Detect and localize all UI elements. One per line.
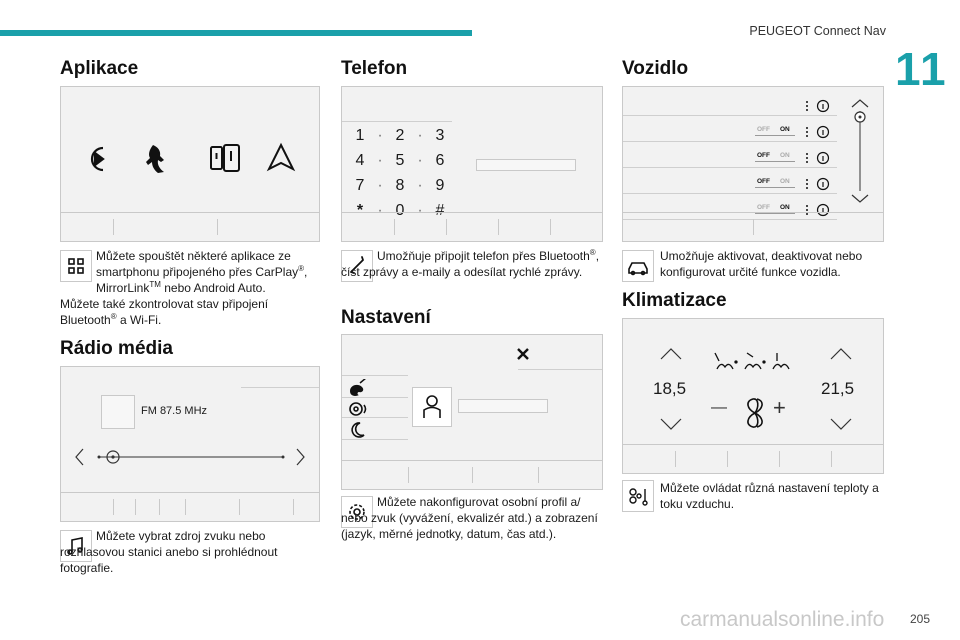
toggle-on-label: ON: [780, 126, 790, 133]
toggle-on-label: ON: [780, 204, 790, 211]
chevron-down-icon: [852, 195, 868, 202]
vehicle-option-icons[interactable]: [803, 99, 835, 118]
on-off-toggle[interactable]: [757, 178, 790, 185]
key[interactable]: 5: [395, 152, 405, 169]
telefon-screen: [341, 86, 603, 242]
klimatizace-screen: [622, 318, 884, 474]
key[interactable]: *: [356, 202, 364, 219]
toggle-on-label: ON: [780, 178, 790, 185]
settings-menu-icons[interactable]: [346, 379, 374, 439]
aplikace-description: Můžete spouštět některé aplikace ze smartphonu připojeného přes CarPlay®, MirrorLink™ nebo Android Auto. Můžete také zkontrolovat stav připojení Bluetooth® a Wi-Fi.: [60, 249, 308, 327]
profile-icon[interactable]: [412, 387, 452, 427]
toggle-off-label: OFF: [757, 178, 770, 185]
key[interactable]: 7: [355, 177, 365, 194]
carplay-icon: [92, 148, 103, 170]
more-options-icon: [806, 179, 808, 189]
vehicle-option-icons[interactable]: [803, 151, 835, 170]
section-title-radio: Rádio média: [60, 338, 173, 359]
key[interactable]: 8: [395, 177, 405, 194]
toggle-on-label: ON: [780, 152, 790, 159]
key[interactable]: 6: [435, 152, 445, 169]
section-title-klimatizace: Klimatizace: [622, 290, 727, 311]
scrollbar[interactable]: [849, 97, 871, 205]
chapter-number: 11: [895, 43, 948, 95]
temp-right-down-icon: [831, 419, 851, 429]
page-number: 205: [909, 612, 930, 626]
toggle-off-label: OFF: [757, 152, 770, 159]
phone-number-field[interactable]: [476, 159, 576, 171]
temp-left-down-icon: [661, 419, 681, 429]
tuning-slider[interactable]: [71, 445, 311, 469]
telefon-description: Umožňuje připojit telefon přes Bluetooth®, číst zprávy a e-maily a odesílat rychlé zprávy.: [341, 248, 600, 279]
chevron-right-icon: [297, 449, 304, 465]
more-options-icon: [806, 127, 808, 137]
nastaveni-screen: [341, 334, 603, 490]
toggle-off-label: OFF: [757, 126, 770, 133]
radio-description: Můžete vybrat zdroj zvuku nebo rozhlasovou stanici anebo si prohlédnout fotografie.: [60, 529, 278, 575]
vozidlo-screen: [622, 86, 884, 242]
key[interactable]: 1: [355, 127, 365, 144]
vehicle-option-icons[interactable]: [803, 177, 835, 196]
toggle-off-label: OFF: [757, 204, 770, 211]
nastaveni-description: Můžete nakonfigurovat osobní profil a/ nebo zvuk (vyvážení, ekvalizér atd.) a zobrazení (jazyk, měrné jednotky, datum, čas atd.).: [341, 495, 598, 541]
section-title-aplikace: Aplikace: [60, 58, 139, 79]
watermark: carmanualsonline.info: [680, 608, 885, 631]
chevron-left-icon: [76, 449, 83, 465]
mirrorlink-icon: [211, 145, 239, 171]
key[interactable]: 4: [355, 152, 365, 169]
station-frequency: FM 87.5 MHz: [141, 405, 208, 417]
key[interactable]: 2: [395, 127, 405, 144]
vozidlo-description: Umožňuje aktivovat, deaktivovat nebo konfigurovat určité funkce vozidla.: [660, 249, 863, 279]
on-off-toggle[interactable]: [757, 204, 790, 211]
aplikace-screen: [60, 86, 320, 242]
info-icon: [818, 127, 829, 138]
key[interactable]: 0: [395, 202, 405, 219]
vehicle-option-icons[interactable]: [803, 125, 835, 144]
info-icon: [818, 179, 829, 190]
temp-right-up-icon: [831, 349, 851, 359]
more-options-icon: [806, 101, 808, 111]
peugeot-lion-icon: [146, 145, 164, 173]
key[interactable]: #: [435, 202, 445, 219]
radio-screen: [60, 366, 320, 522]
section-title-vozidlo: Vozidlo: [622, 58, 689, 79]
profile-name-field[interactable]: [458, 399, 548, 413]
chevron-up-icon: [852, 100, 868, 107]
fan-decrease-button[interactable]: —: [711, 399, 727, 416]
key[interactable]: 3: [435, 127, 445, 144]
fan-increase-button[interactable]: +: [773, 395, 786, 420]
on-off-toggle[interactable]: [757, 152, 790, 159]
night-mode-icon: [352, 423, 364, 437]
info-icon: [818, 153, 829, 164]
app-icons-row: [81, 139, 301, 179]
section-title-telefon: Telefon: [341, 58, 408, 79]
fan-icon: [748, 399, 762, 427]
on-off-toggle[interactable]: [757, 126, 790, 133]
close-icon[interactable]: [516, 347, 530, 361]
android-auto-icon: [269, 145, 293, 169]
key[interactable]: 9: [435, 177, 445, 194]
more-options-icon: [806, 153, 808, 163]
info-icon: [818, 101, 829, 112]
temperature-right: 21,5: [821, 379, 855, 398]
klimatizace-description: Můžete ovládat různá nastavení teploty a toku vzduchu.: [660, 481, 879, 511]
header-title: PEUGEOT Connect Nav: [749, 24, 886, 38]
phone-keypad[interactable]: 1 · 2 · 3 4 · 5 · 6 7 · 8 · 9 * · 0 · #: [350, 123, 450, 223]
sound-settings-icon: [350, 403, 366, 415]
header-accent-bar: [0, 30, 472, 36]
palette-icon: [350, 379, 366, 396]
section-title-nastaveni: Nastavení: [341, 307, 431, 328]
air-distribution-icons: [715, 353, 789, 369]
temperature-left: 18,5: [653, 379, 687, 398]
station-artwork: [101, 395, 135, 429]
temp-left-up-icon: [661, 349, 681, 359]
